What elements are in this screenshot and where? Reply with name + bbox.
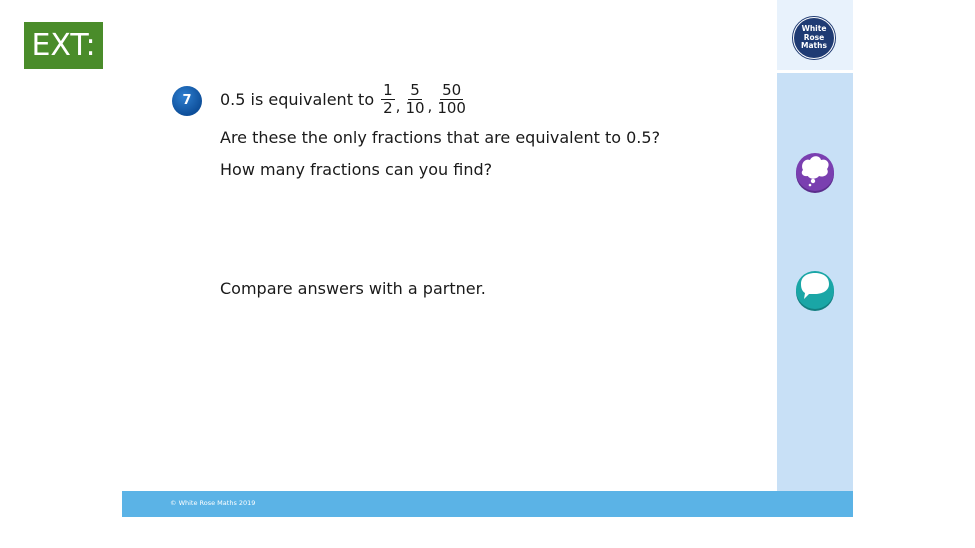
fraction-3-numerator: 50 [442, 81, 462, 99]
fraction-2-denominator: 10 [405, 99, 425, 117]
question-intro: 0.5 is equivalent to [220, 90, 375, 109]
speech-bubble-icon [794, 268, 836, 312]
fraction-3-denominator: 100 [437, 99, 466, 117]
white-rose-maths-logo: White Rose Maths [792, 16, 836, 60]
fraction-1 [381, 82, 395, 117]
thought-bubble-icon [794, 150, 836, 194]
question-line-1 [220, 82, 469, 117]
copyright-text: © White Rose Maths 2019 [170, 499, 256, 507]
fraction-2 [403, 82, 426, 117]
fraction-separator: , [427, 97, 433, 115]
fraction-separator: , [395, 97, 401, 115]
fraction-1-denominator: 2 [383, 99, 393, 117]
fraction-2-numerator: 5 [410, 81, 420, 99]
question-line-4: Compare answers with a partner. [220, 279, 486, 298]
sidebar-logo-area [777, 0, 853, 70]
ext-badge: EXT: [24, 22, 103, 69]
fraction-3 [435, 82, 468, 117]
footer-bar [122, 491, 853, 517]
question-line-2: Are these the only fractions that are equivalent to 0.5? [220, 128, 661, 147]
sidebar-panel [777, 0, 853, 491]
fraction-1-numerator: 1 [383, 81, 393, 99]
question-number-badge: 7 [172, 86, 202, 116]
sidebar-divider [777, 70, 853, 73]
question-line-3: How many fractions can you find? [220, 160, 493, 179]
